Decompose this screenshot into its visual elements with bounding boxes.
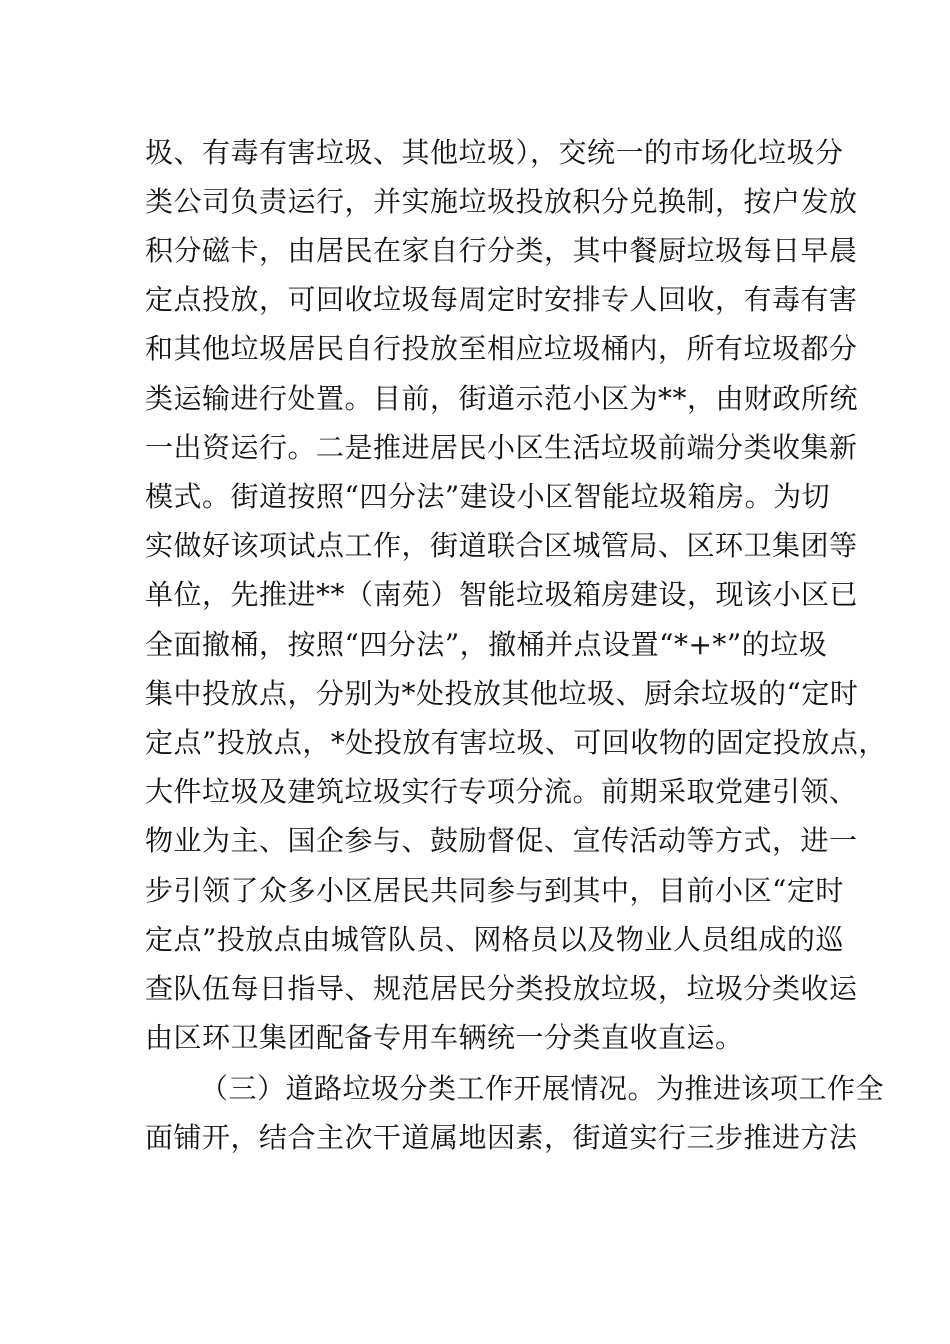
text-line: 和其他垃圾居民自行投放至相应垃圾桶内，所有垃圾都分 <box>145 332 858 365</box>
text-line: 由区环卫集团配备专用车辆统一分类直收直运。 <box>145 1021 744 1054</box>
text-line: 积分磁卡，由居民在家自行分类，其中餐厨垃圾每日早晨 <box>145 234 858 267</box>
text-line: 面铺开，结合主次干道属地因素，街道实行三步推进方法 <box>145 1121 858 1154</box>
text-line: 实做好该项试点工作，街道联合区城管局、区环卫集团等 <box>145 529 858 562</box>
text-line: 模式。街道按照“四分法”建设小区智能垃圾箱房。为切 <box>145 480 831 513</box>
text-line: 类公司负责运行，并实施垃圾投放积分兑换制，按户发放 <box>145 185 858 218</box>
text-line: 物业为主、国企参与、鼓励督促、宣传活动等方式，进一 <box>145 824 858 857</box>
text-line: 步引领了众多小区居民共同参与到其中，目前小区“定时 <box>145 874 844 907</box>
text-line: 大件垃圾及建筑垃圾实行专项分流。前期采取党建引领、 <box>145 775 858 808</box>
text-line: 单位，先推进**（南苑）智能垃圾箱房建设，现该小区已 <box>145 578 859 611</box>
text-line: 全面撤桶，按照“四分法”，撤桶并点设置“*+*”的垃圾 <box>145 628 828 661</box>
text-line: （三）道路垃圾分类工作开展情况。为推进该项工作全 <box>200 1072 885 1105</box>
text-line: 定点”投放点，*处投放有害垃圾、可回收物的固定投放点， <box>145 726 887 759</box>
text-line: 圾、有毒有害垃圾、其他垃圾），交统一的市场化垃圾分 <box>145 136 844 169</box>
text-line: 一出资运行。二是推进居民小区生活垃圾前端分类收集新 <box>145 431 858 464</box>
text-line: 类运输进行处置。目前，街道示范小区为**，由财政所统 <box>145 382 859 415</box>
text-line: 查队伍每日指导、规范居民分类投放垃圾，垃圾分类收运 <box>145 972 858 1005</box>
text-line: 集中投放点，分别为*处投放其他垃圾、厨余垃圾的“定时 <box>145 677 859 710</box>
text-line: 定点”投放点由城管队员、网格员以及物业人员组成的巡 <box>145 923 844 956</box>
text-line: 定点投放，可回收垃圾每周定时安排专人回收，有毒有害 <box>145 283 858 316</box>
